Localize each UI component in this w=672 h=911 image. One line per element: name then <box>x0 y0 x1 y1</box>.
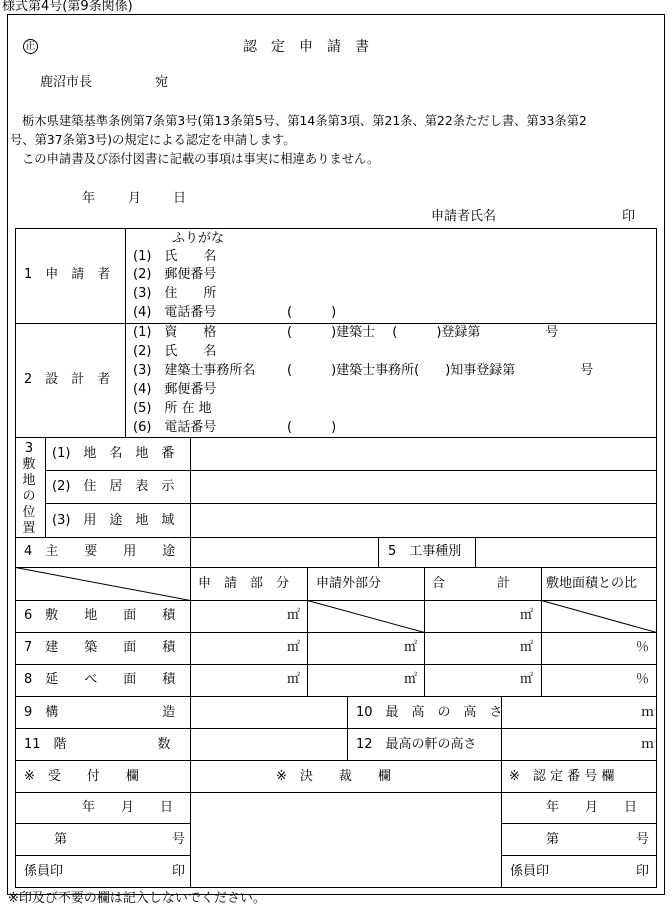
building-area-unit-non-applied: ㎡ <box>404 640 418 655</box>
main-use-label: 4 主 要 用 途 <box>24 544 176 559</box>
header-non-applied-part: 申請外部分 <box>316 576 382 591</box>
max-height-label: 10 最 高 の 高 さ <box>356 705 503 720</box>
site-location-label: 3 敷 地 の 位 置 <box>22 441 36 536</box>
footnote: ※印及び不要の欄は記入しないでください。 <box>8 891 266 906</box>
reception-column-header: ※ 受 付 欄 <box>24 769 139 784</box>
site-area-unit-applied: ㎡ <box>287 608 301 623</box>
site-area-unit-total: ㎡ <box>520 608 534 623</box>
cert-staff-seal-label: 係員印 <box>510 864 550 879</box>
date-year: 年 <box>82 191 96 206</box>
floor-area-unit-non-applied: ㎡ <box>404 672 418 687</box>
section-applicant-label: 1 申 請 者 <box>24 267 111 282</box>
seal-mark: 正 <box>23 39 38 54</box>
designer-qualification-detail: ( )建築士 ( )登録第 号 <box>287 325 559 340</box>
structure-label: 9 構 造 <box>24 705 176 720</box>
applicant-item-phone: (4) 電話番号 <box>133 305 217 320</box>
page-title: 認 定 申 請 書 <box>243 39 369 55</box>
floors-label: 11 階 数 <box>24 737 171 752</box>
designer-item-postal: (4) 郵便番号 <box>133 382 217 397</box>
site-area-label: 6 敷 地 面 積 <box>24 608 176 623</box>
designer-item-name: (2) 氏 名 <box>133 344 217 359</box>
designer-item-location: (5) 所 在 地 <box>133 401 212 416</box>
work-type-label: 5 工事種別 <box>388 544 462 559</box>
site-zoning: (3) 用 途 地 域 <box>52 513 175 528</box>
reception-staff-seal-label: 係員印 <box>24 864 64 879</box>
applicant-item-address: (3) 住 所 <box>133 286 217 301</box>
designer-item-office: (3) 建築士事務所名 <box>133 363 256 378</box>
cert-seal: 印 <box>636 864 650 879</box>
decision-column-header: ※ 決 裁 欄 <box>276 769 391 784</box>
designer-phone-paren: ( ) <box>287 420 337 435</box>
section-designer-label: 2 設 計 者 <box>24 372 111 387</box>
furigana-label: ふりがな <box>172 231 225 246</box>
applicant-phone-paren: ( ) <box>287 305 337 320</box>
reception-seal: 印 <box>172 864 186 879</box>
intro-line-1: 栃木県建築基準条例第7条第3号(第13条第5号、第14条第3項、第21条、第22条ただし書、第33条第2 <box>22 114 587 128</box>
applicant-item-name: (1) 氏 名 <box>133 249 217 264</box>
intro-line-2: 号、第37条第3号)の規定による認定を申請します。 <box>10 133 296 147</box>
date-day: 日 <box>173 191 187 206</box>
floor-area-label: 8 延 べ 面 積 <box>24 672 176 687</box>
applicant-name-label: 申請者氏名 <box>431 209 497 224</box>
applicant-seal: 印 <box>622 209 636 224</box>
addressee-suffix: 宛 <box>155 75 169 90</box>
floor-area-unit-applied: ㎡ <box>287 672 301 687</box>
site-lot-number: (1) 地 名 地 番 <box>52 446 175 461</box>
site-residential-address: (2) 住 居 表 示 <box>52 479 175 494</box>
cert-date: 年 月 日 <box>546 800 638 815</box>
designer-item-qualification: (1) 資 格 <box>133 325 217 340</box>
header-site-ratio: 敷地面積との比 <box>546 576 638 591</box>
intro-line-3: この申請書及び添付図書に記載の事項は事実に相違ありません。 <box>22 152 380 166</box>
designer-item-phone: (6) 電話番号 <box>133 420 217 435</box>
cert-number-column-header: ※ 認 定 番 号 欄 <box>509 769 615 784</box>
designer-office-detail: ( )建築士事務所( )知事登録第 号 <box>287 363 594 378</box>
cert-number-prefix: 第 <box>546 832 560 847</box>
header-applied-part: 申 請 部 分 <box>198 576 290 591</box>
building-area-unit-total: ㎡ <box>520 640 534 655</box>
cert-number-suffix: 号 <box>636 832 650 847</box>
floor-area-unit-total: ㎡ <box>520 672 534 687</box>
addressee: 鹿沼市長 <box>40 75 93 90</box>
building-area-label: 7 建 築 面 積 <box>24 640 176 655</box>
max-eave-height-unit: ｍ <box>641 737 655 752</box>
date-month: 月 <box>128 191 142 206</box>
reception-number-suffix: 号 <box>172 832 186 847</box>
max-eave-height-label: 12 最高の軒の高さ <box>356 737 477 752</box>
reception-number-prefix: 第 <box>54 832 68 847</box>
applicant-item-postal: (2) 郵便番号 <box>133 267 217 282</box>
floor-area-unit-ratio: ％ <box>636 672 650 687</box>
form-number: 様式第4号(第9条関係) <box>2 0 133 14</box>
max-height-unit: ｍ <box>641 705 655 720</box>
building-area-unit-applied: ㎡ <box>287 640 301 655</box>
header-total: 合 計 <box>432 576 511 591</box>
reception-date: 年 月 日 <box>82 800 174 815</box>
building-area-unit-ratio: ％ <box>636 640 650 655</box>
